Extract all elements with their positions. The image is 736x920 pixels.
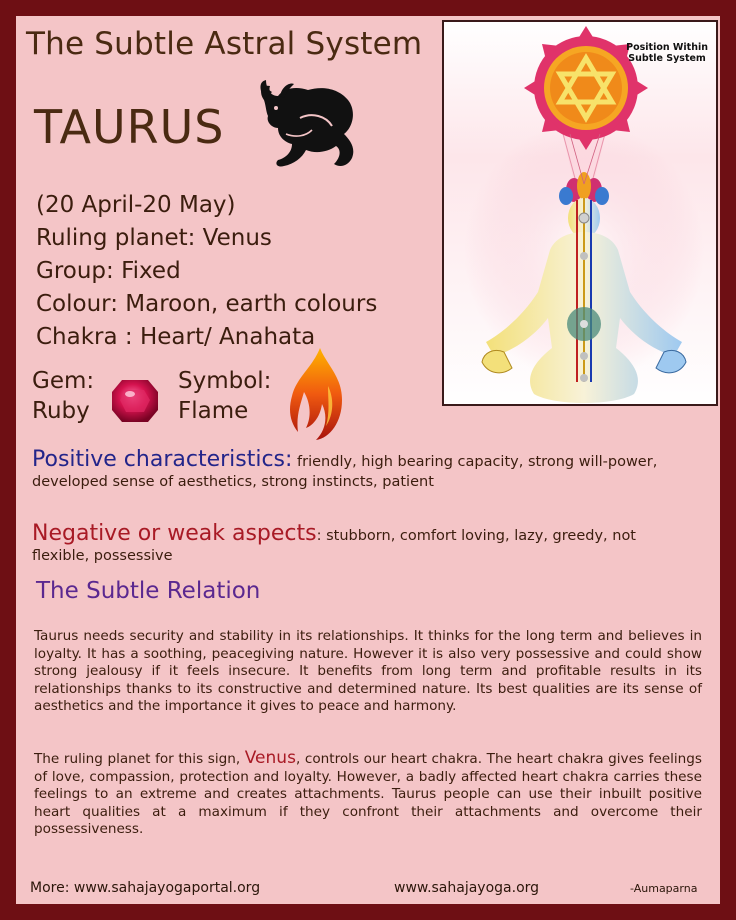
ruling-planet: Ruling planet: Venus [36,225,272,251]
positive-text: friendly, high bearing capacity, strong will-power, developed sense of aesthetics, strong instincts, patient [32,454,658,490]
flame-icon [286,346,350,442]
poster-card [16,16,720,904]
symbol-value: Flame [178,398,249,424]
negative-aspects [32,521,682,566]
gem-value: Ruby [32,398,90,424]
venus-highlight: Venus [244,748,296,768]
page-title: The Subtle Astral System [26,26,423,62]
colour: Colour: Maroon, earth colours [36,291,378,317]
symbol-label: Symbol: [178,368,272,394]
sign-name: TAURUS [34,100,225,154]
positive-heading: Positive characteristics: [32,447,293,472]
chakra: Chakra : Heart/ Anahata [36,324,316,350]
paragraph-1: Taurus needs security and stability in its relationships. It thinks for the long term and believes in loyalty. It has a soothing, peacegiving nature. However it is also very possessive and could show strong jealousy if it feels insecure. It benefits from long term and profitable results in its relationships thanks to its constructive and determined nature. Its best qualities are its sense of aesthetics and the importance it gives to peace and harmony. [34,628,702,715]
gem-block [32,366,94,426]
dates: (20 April-20 May) [36,192,236,218]
subtle-system-image-panel [442,20,718,406]
meditating-figure-illustration [444,22,718,406]
symbol-block [178,366,271,426]
ruby-gem-icon [108,374,162,428]
negative-heading: Negative or weak aspects [32,521,317,546]
subtle-relation-heading: The Subtle Relation [36,578,261,604]
gem-label: Gem: [32,368,95,394]
negative-text: : stubborn, comfort loving, lazy, greedy, not flexible, possessive [32,528,636,564]
group: Group: Fixed [36,258,181,284]
panel-title: Position Within Subtle System [626,42,708,64]
positive-characteristics [32,447,672,492]
footer-more-link[interactable]: More: www.sahajayogaportal.org [30,880,261,896]
footer-site-link[interactable]: www.sahajayoga.org [394,880,540,896]
footer-author: -Aumaparna [630,882,698,895]
bull-icon [256,78,362,174]
paragraph-2: The ruling planet for this sign, Venus, controls our heart chakra. The heart chakra gives feelings of love, compassion, protection and loyalty. However, a badly affected heart chakra carries these feelings to an extreme and creates attachments. Taurus people can use their inbuilt positive heart qualities at a maximum if they confront their attachments and overcome their possessiveness. [34,748,702,838]
